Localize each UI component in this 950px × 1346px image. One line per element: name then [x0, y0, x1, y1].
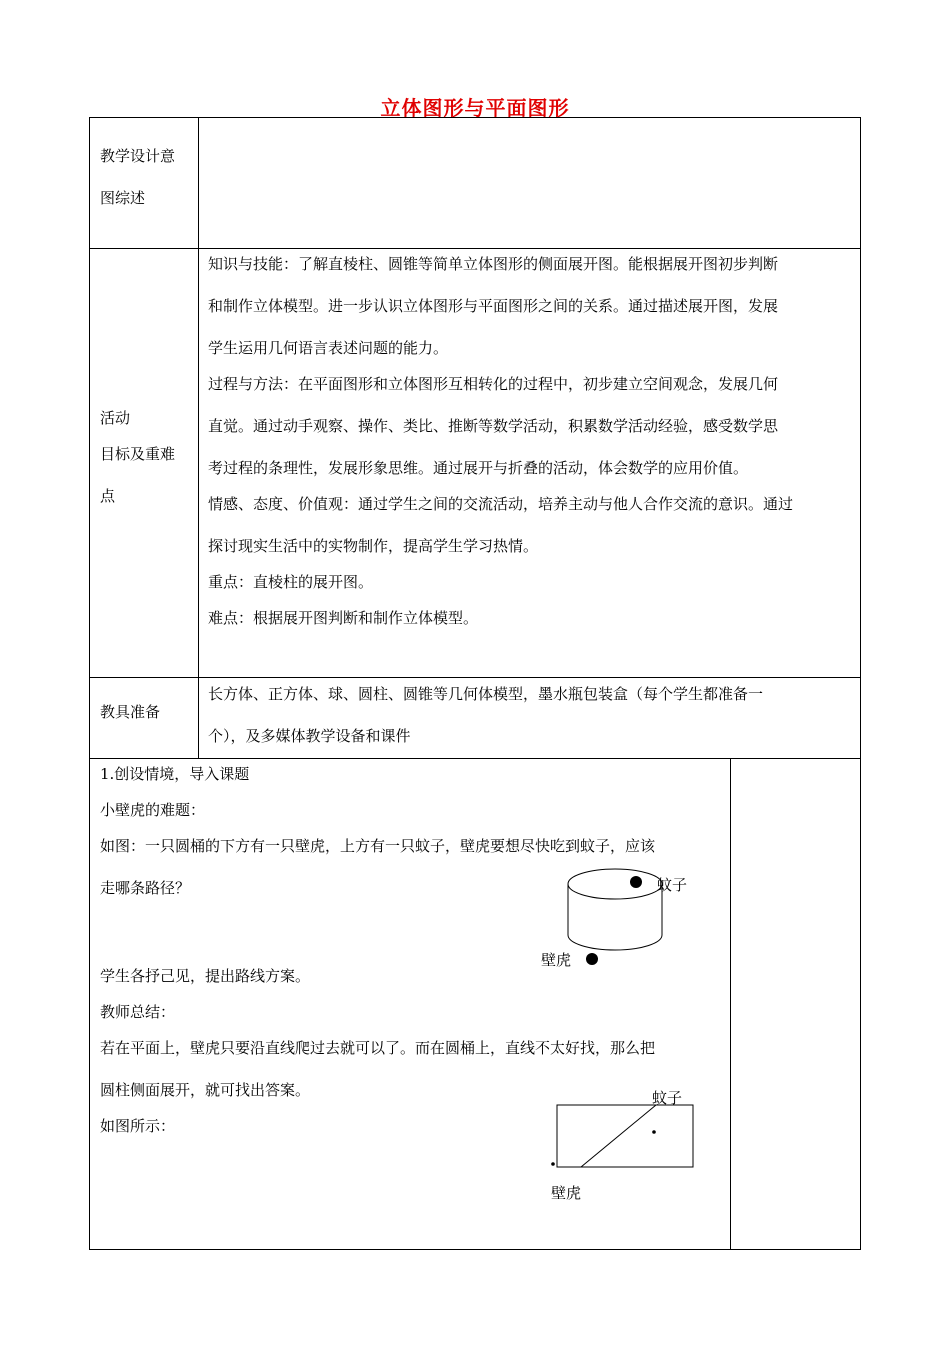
- process-line: 如图：一只圆桶的下方有一只壁虎，上方有一只蚊子，壁虎要想尽快吃到蚊子，应该: [100, 837, 656, 855]
- goals-line: 学生运用几何语言表述问题的能力。: [208, 339, 449, 357]
- process-line: 小壁虎的难题：: [100, 801, 206, 819]
- page-title: 立体图形与平面图形: [380, 96, 570, 120]
- process-line: 若在平面上，壁虎只要沿直线爬过去就可以了。而在圆桶上，直线不太好找，那么把: [100, 1039, 656, 1057]
- row-divider: [89, 248, 861, 249]
- intent-label-line-1: 教学设计意: [100, 147, 176, 165]
- row-divider: [89, 758, 861, 759]
- process-line: 走哪条路径？: [100, 879, 191, 897]
- goals-line: 情感、态度、价值观：通过学生之间的交流活动，培养主动与他人合作交流的意识。通过: [208, 495, 794, 513]
- cylinder-top: [568, 869, 662, 899]
- goals-line: 重点：直棱柱的展开图。: [208, 573, 374, 591]
- goals-label-line-3: 点: [100, 487, 116, 505]
- mosquito-point: [652, 1130, 656, 1134]
- column-divider: [730, 758, 731, 1250]
- process-line: 圆柱侧面展开，就可找出答案。: [100, 1081, 311, 1099]
- goals-label-line-1: 活动: [100, 409, 131, 427]
- mosquito-label-2: 蚊子: [652, 1089, 683, 1107]
- row-divider: [89, 677, 861, 678]
- cylinder-bottom-curve: [568, 935, 662, 950]
- process-line: 学生各抒己见，提出路线方案。: [100, 967, 311, 985]
- goals-line: 知识与技能：了解直棱柱、圆锥等简单立体图形的侧面展开图。能根据展开图初步判断: [208, 255, 779, 273]
- goals-label-line-2: 目标及重难: [100, 445, 176, 463]
- goals-line: 过程与方法：在平面图形和立体图形互相转化的过程中，初步建立空间观念，发展几何: [208, 375, 779, 393]
- process-line: 教师总结：: [100, 1003, 176, 1021]
- tools-line: 长方体、正方体、球、圆柱、圆锥等几何体模型，墨水瓶包装盒（每个学生都准备一: [208, 685, 764, 703]
- tools-label: 教具准备: [100, 703, 161, 721]
- process-line: 如图所示：: [100, 1117, 176, 1135]
- intent-label-line-2: 图综述: [100, 189, 146, 207]
- column-divider: [198, 117, 199, 758]
- gecko-label: 壁虎: [541, 951, 572, 969]
- gecko-label-2: 壁虎: [551, 1184, 582, 1202]
- goals-line: 难点：根据展开图判断和制作立体模型。: [208, 609, 479, 627]
- mosquito-label: 蚊子: [657, 876, 688, 894]
- unrolled-figure: [545, 1098, 705, 1178]
- goals-line: 直觉。通过动手观察、操作、类比、推断等数学活动，积累数学活动经验，感受数学思: [208, 417, 779, 435]
- gecko-point: [551, 1162, 555, 1166]
- goals-line: 和制作立体模型。进一步认识立体图形与平面图形之间的关系。通过描述展开图，发展: [208, 297, 779, 315]
- process-line: 1.创设情境，导入课题: [100, 765, 250, 783]
- shortest-path-line: [581, 1105, 656, 1167]
- goals-line: 考过程的条理性，发展形象思维。通过展开与折叠的活动，体会数学的应用价值。: [208, 459, 749, 477]
- mosquito-dot: [630, 876, 642, 888]
- gecko-dot: [586, 953, 598, 965]
- tools-line: 个），及多媒体教学设备和课件: [208, 727, 411, 745]
- unrolled-rectangle: [557, 1105, 693, 1167]
- goals-line: 探讨现实生活中的实物制作，提高学生学习热情。: [208, 537, 539, 555]
